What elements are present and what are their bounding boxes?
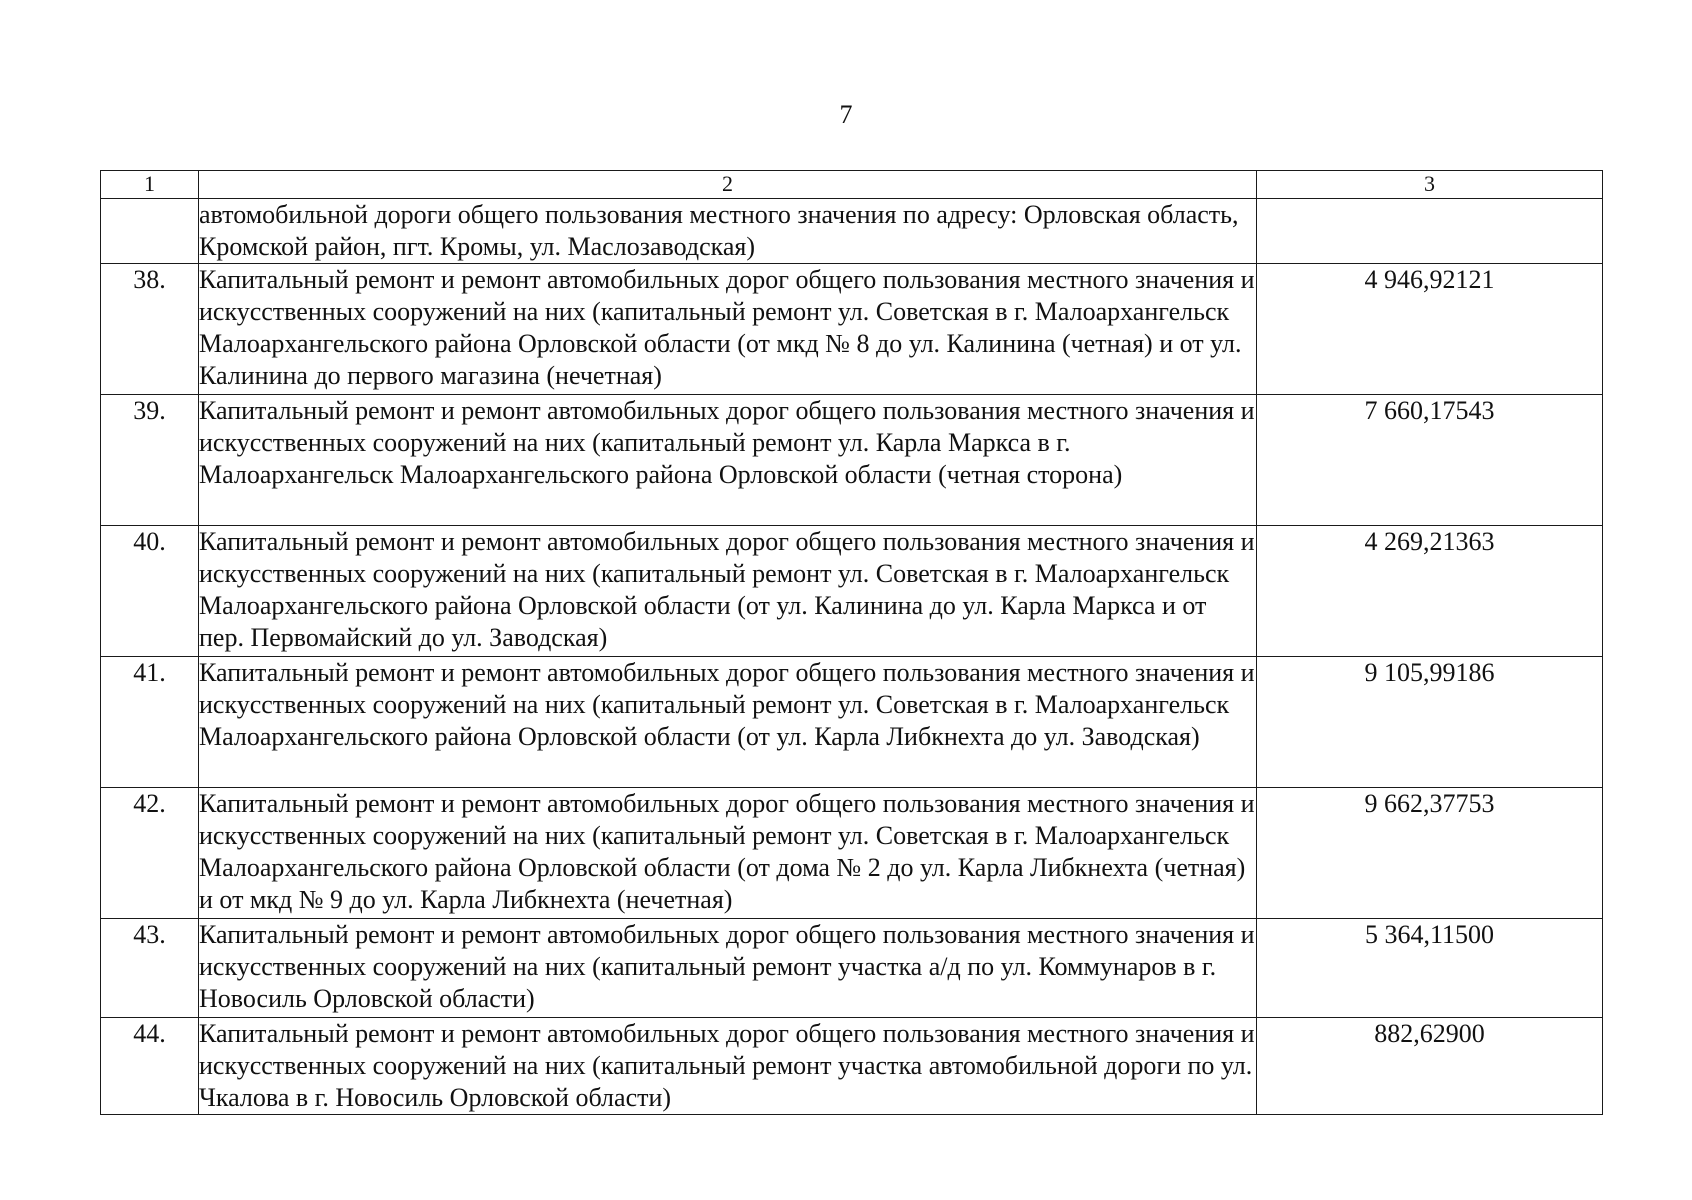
- table-row: [101, 395, 1603, 526]
- row-amount: 4 946,92121: [1257, 264, 1603, 395]
- row-description: автомобильной дороги общего пользования местного значения по адресу: Орловская область, Кромской район, пгт. Кромы, ул. Маслозаводская): [199, 199, 1257, 264]
- row-description: Капитальный ремонт и ремонт автомобильных дорог общего пользования местного значения и искусственных сооружений на них (капитальный ремонт ул. Советская в г. Малоархангельск Малоархангельского района Орловской области (от ул. Карла Либкнехта до ул. Заводская): [199, 657, 1257, 788]
- row-number: 41.: [101, 657, 199, 788]
- row-amount: 9 662,37753: [1257, 788, 1603, 919]
- table-row: [101, 526, 1603, 657]
- row-description: Капитальный ремонт и ремонт автомобильных дорог общего пользования местного значения и искусственных сооружений на них (капитальный ремонт ул. Советская в г. Малоархангельск Малоархангельского района Орловской области (от дома № 2 до ул. Карла Либкнехта (четная) и от мкд № 9 до ул. Карла Либкнехта (нечетная): [199, 788, 1257, 919]
- column-header-1: 1: [101, 171, 199, 199]
- row-amount: [1257, 199, 1603, 264]
- column-header-2: 2: [199, 171, 1257, 199]
- row-number: 38.: [101, 264, 199, 395]
- row-description: Капитальный ремонт и ремонт автомобильных дорог общего пользования местного значения и искусственных сооружений на них (капитальный ремонт ул. Советская в г. Малоархангельск Малоархангельского района Орловской области (от ул. Калинина до ул. Карла Маркса и от пер. Первомайский до ул. Заводская): [199, 526, 1257, 657]
- row-number: 39.: [101, 395, 199, 526]
- row-description: Капитальный ремонт и ремонт автомобильных дорог общего пользования местного значения и искусственных сооружений на них (капитальный ремонт участка автомобильной дороги по ул. Чкалова в г. Новосиль Орловской области): [199, 1018, 1257, 1115]
- row-description: Капитальный ремонт и ремонт автомобильных дорог общего пользования местного значения и искусственных сооружений на них (капитальный ремонт ул. Карла Маркса в г. Малоархангельск Малоархангельского района Орловской области (четная сторона): [199, 395, 1257, 526]
- table-row: [101, 1018, 1603, 1115]
- table-header-row: [101, 171, 1603, 199]
- column-header-3: 3: [1257, 171, 1603, 199]
- table-row-continuation: [101, 199, 1603, 264]
- row-number: 40.: [101, 526, 199, 657]
- table-row: [101, 788, 1603, 919]
- row-amount: 7 660,17543: [1257, 395, 1603, 526]
- row-amount: 882,62900: [1257, 1018, 1603, 1115]
- table-row: [101, 919, 1603, 1018]
- table-row: [101, 657, 1603, 788]
- row-description: Капитальный ремонт и ремонт автомобильных дорог общего пользования местного значения и искусственных сооружений на них (капитальный ремонт участка а/д по ул. Коммунаров в г. Новосиль Орловской области): [199, 919, 1257, 1018]
- page-number: 7: [839, 100, 853, 129]
- row-number: 44.: [101, 1018, 199, 1115]
- row-number-cell: [101, 199, 199, 264]
- row-amount: 4 269,21363: [1257, 526, 1603, 657]
- row-description: Капитальный ремонт и ремонт автомобильных дорог общего пользования местного значения и искусственных сооружений на них (капитальный ремонт ул. Советская в г. Малоархангельск Малоархангельского района Орловской области (от мкд № 8 до ул. Калинина (четная) и от ул. Калинина до первого магазина (нечетная): [199, 264, 1257, 395]
- row-number: 42.: [101, 788, 199, 919]
- row-amount: 9 105,99186: [1257, 657, 1603, 788]
- row-number: 43.: [101, 919, 199, 1018]
- table-row: [101, 264, 1603, 395]
- expenditure-table: [100, 170, 1603, 1115]
- row-amount: 5 364,11500: [1257, 919, 1603, 1018]
